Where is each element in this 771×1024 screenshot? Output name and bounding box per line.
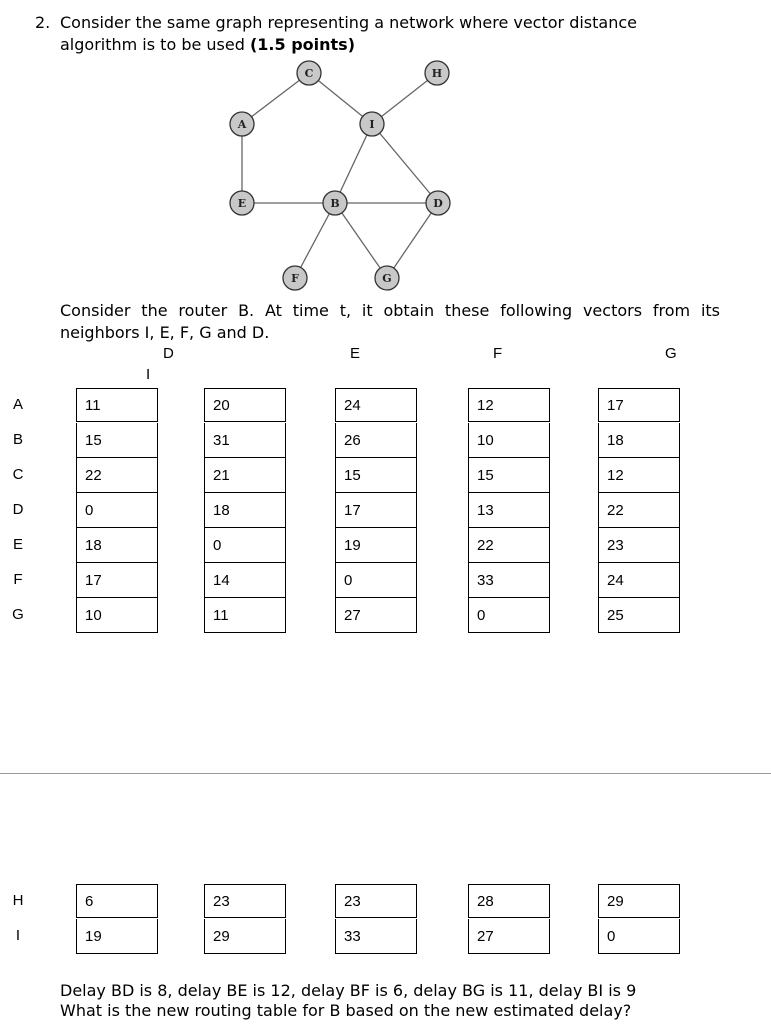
table-cell-f-1: 14: [204, 563, 286, 598]
table-cell-b-3: 10: [468, 423, 550, 458]
column-header-f: F: [493, 345, 503, 362]
table-cell-d-2: 17: [335, 493, 417, 528]
edge-b-f: [295, 203, 335, 278]
row-label-b: B: [12, 431, 23, 448]
table-cell-f-0: 17: [76, 563, 158, 598]
svg-text:A: A: [237, 118, 247, 131]
table-cell-c-2: 15: [335, 458, 417, 493]
column-header-g: G: [665, 345, 677, 362]
row-label-c: C: [12, 466, 24, 483]
table-cell-b-4: 18: [598, 423, 680, 458]
table-cell-e-4: 23: [598, 528, 680, 563]
question-points: (1.5 points): [249, 35, 355, 54]
table-cell-c-1: 21: [204, 458, 286, 493]
graph-node-c: [297, 61, 321, 85]
table-cell-a-4: 17: [598, 388, 680, 422]
delays-text: Delay BD is 8, delay BE is 12, delay BF is 6, delay BG is 11, delay BI is 9: [60, 981, 637, 1000]
table-cell-d-1: 18: [204, 493, 286, 528]
table-cell-c-0: 22: [76, 458, 158, 493]
table-cell-h-1: 23: [204, 884, 286, 918]
table-cell-h-4: 29: [598, 884, 680, 918]
table-cell-e-2: 19: [335, 528, 417, 563]
row-label-a: A: [12, 396, 23, 413]
graph-node-b: [323, 191, 347, 215]
table-cell-f-3: 33: [468, 563, 550, 598]
edge-b-g: [335, 203, 387, 278]
graph-node-f: [283, 266, 307, 290]
table-cell-c-4: 12: [598, 458, 680, 493]
svg-text:I: I: [369, 118, 375, 131]
graph-node-i: [360, 112, 384, 136]
table-cell-a-3: 12: [468, 388, 550, 422]
svg-text:G: G: [382, 272, 392, 285]
table-cell-c-3: 15: [468, 458, 550, 493]
row-label-i: I: [15, 927, 21, 944]
graph-node-a: [230, 112, 254, 136]
graph-node-e: [230, 191, 254, 215]
table-cell-h-3: 28: [468, 884, 550, 918]
table-cell-a-1: 20: [204, 388, 286, 422]
graph-edges: [242, 73, 438, 278]
edge-i-b: [335, 124, 372, 203]
table-cell-f-4: 24: [598, 563, 680, 598]
question-text-line2-prefix: algorithm is to be used: [60, 35, 250, 54]
graph-node-d: [426, 191, 450, 215]
table-cell-g-2: 27: [335, 598, 417, 633]
table-cell-b-1: 31: [204, 423, 286, 458]
table-cell-d-4: 22: [598, 493, 680, 528]
table-cell-i-3: 27: [468, 919, 550, 954]
routing-table-question: What is the new routing table for B based on the new estimated delay?: [60, 1001, 632, 1020]
row-label-e: E: [12, 536, 23, 553]
table-cell-b-0: 15: [76, 423, 158, 458]
edge-d-g: [387, 203, 438, 278]
column-header-i: I: [146, 366, 151, 383]
question-number: 2.: [35, 13, 51, 32]
network-graph: [0, 0, 771, 300]
svg-text:D: D: [433, 197, 443, 210]
svg-text:H: H: [431, 67, 443, 80]
table-cell-b-2: 26: [335, 423, 417, 458]
table-cell-g-3: 0: [468, 598, 550, 633]
svg-text:C: C: [304, 67, 314, 80]
svg-text:B: B: [330, 197, 340, 210]
graph-node-h: [425, 61, 449, 85]
table-cell-a-2: 24: [335, 388, 417, 422]
table-cell-g-0: 10: [76, 598, 158, 633]
table-cell-h-2: 23: [335, 884, 417, 918]
question-text-line1: Consider the same graph representing a network where vector distance: [60, 13, 637, 32]
table-cell-i-4: 0: [598, 919, 680, 954]
graph-node-g: [375, 266, 399, 290]
intro-text-line1: Consider the router B. At time t, it obtain these following vectors from its: [60, 301, 720, 320]
column-header-d: D: [163, 345, 174, 362]
table-cell-a-0: 11: [76, 388, 158, 422]
table-cell-g-1: 11: [204, 598, 286, 633]
table-cell-i-2: 33: [335, 919, 417, 954]
table-cell-e-3: 22: [468, 528, 550, 563]
row-label-f: F: [13, 571, 23, 588]
table-cell-e-1: 0: [204, 528, 286, 563]
page-divider: [0, 773, 771, 774]
row-label-d: D: [12, 501, 24, 518]
intro-text-line2: neighbors I, E, F, G and D.: [60, 323, 270, 342]
svg-text:F: F: [291, 272, 299, 285]
table-cell-g-4: 25: [598, 598, 680, 633]
table-cell-i-1: 29: [204, 919, 286, 954]
table-cell-d-3: 13: [468, 493, 550, 528]
table-cell-i-0: 19: [76, 919, 158, 954]
table-cell-e-0: 18: [76, 528, 158, 563]
column-header-e: E: [350, 345, 361, 362]
edge-i-d: [372, 124, 438, 203]
table-cell-d-0: 0: [76, 493, 158, 528]
row-label-h: H: [12, 892, 24, 909]
svg-text:E: E: [237, 197, 247, 210]
table-cell-h-0: 6: [76, 884, 158, 918]
table-cell-f-2: 0: [335, 563, 417, 598]
row-label-g: G: [12, 606, 24, 623]
